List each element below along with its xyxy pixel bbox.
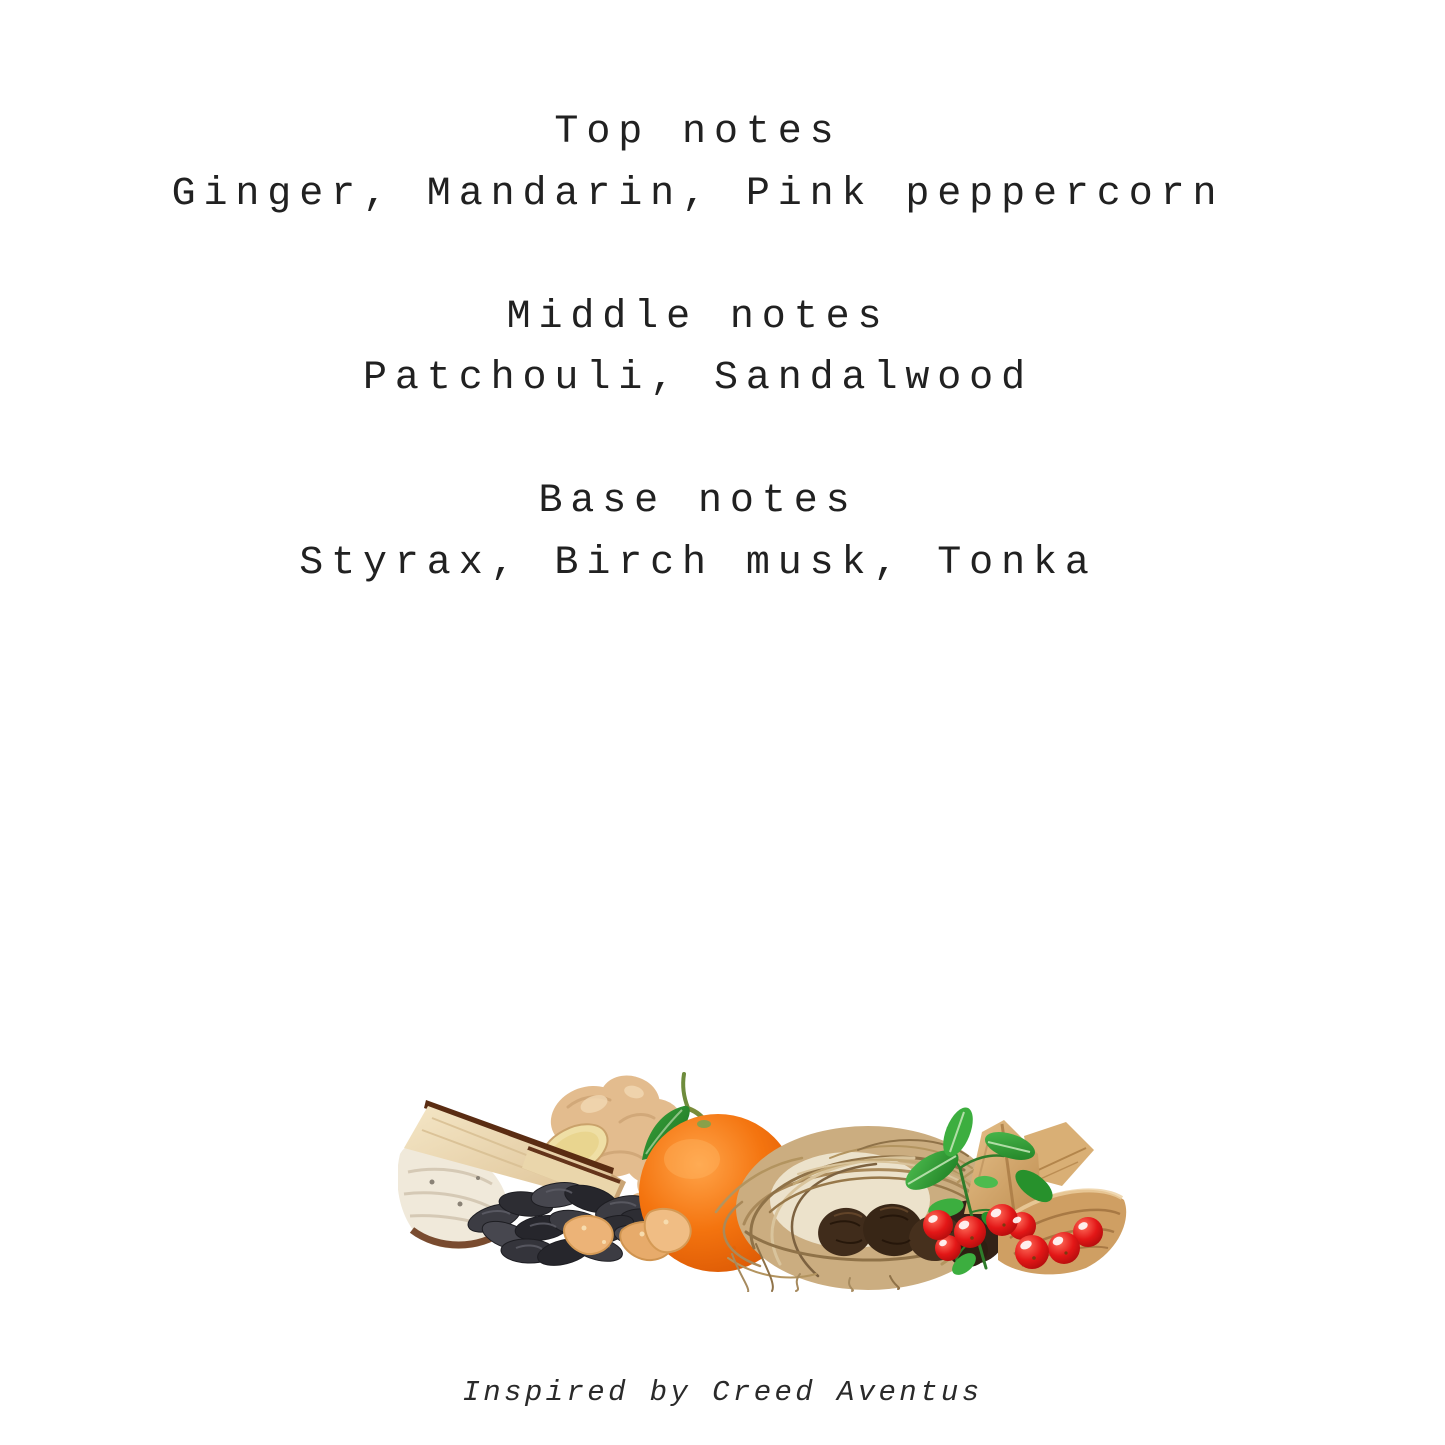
middle-notes-section xyxy=(0,287,1396,410)
base-notes-heading: Base notes xyxy=(538,479,858,524)
middle-notes-heading: Middle notes xyxy=(506,294,890,340)
middle-notes-list: Patchouli, Sandalwood xyxy=(363,356,1033,401)
ingredients-collage-image xyxy=(398,1062,1138,1292)
top-notes-list: Ginger, Mandarin, Pink peppercorn xyxy=(171,171,1225,217)
ingredients-collage xyxy=(398,1062,1138,1292)
base-notes-section xyxy=(0,471,1396,594)
fragrance-notes xyxy=(0,102,1396,594)
base-notes-list: Styrax, Birch musk, Tonka xyxy=(299,540,1097,586)
top-notes-heading: Top notes xyxy=(554,110,842,155)
top-notes-section xyxy=(0,102,1396,225)
inspired-by-caption: Inspired by Creed Aventus xyxy=(462,1376,983,1409)
